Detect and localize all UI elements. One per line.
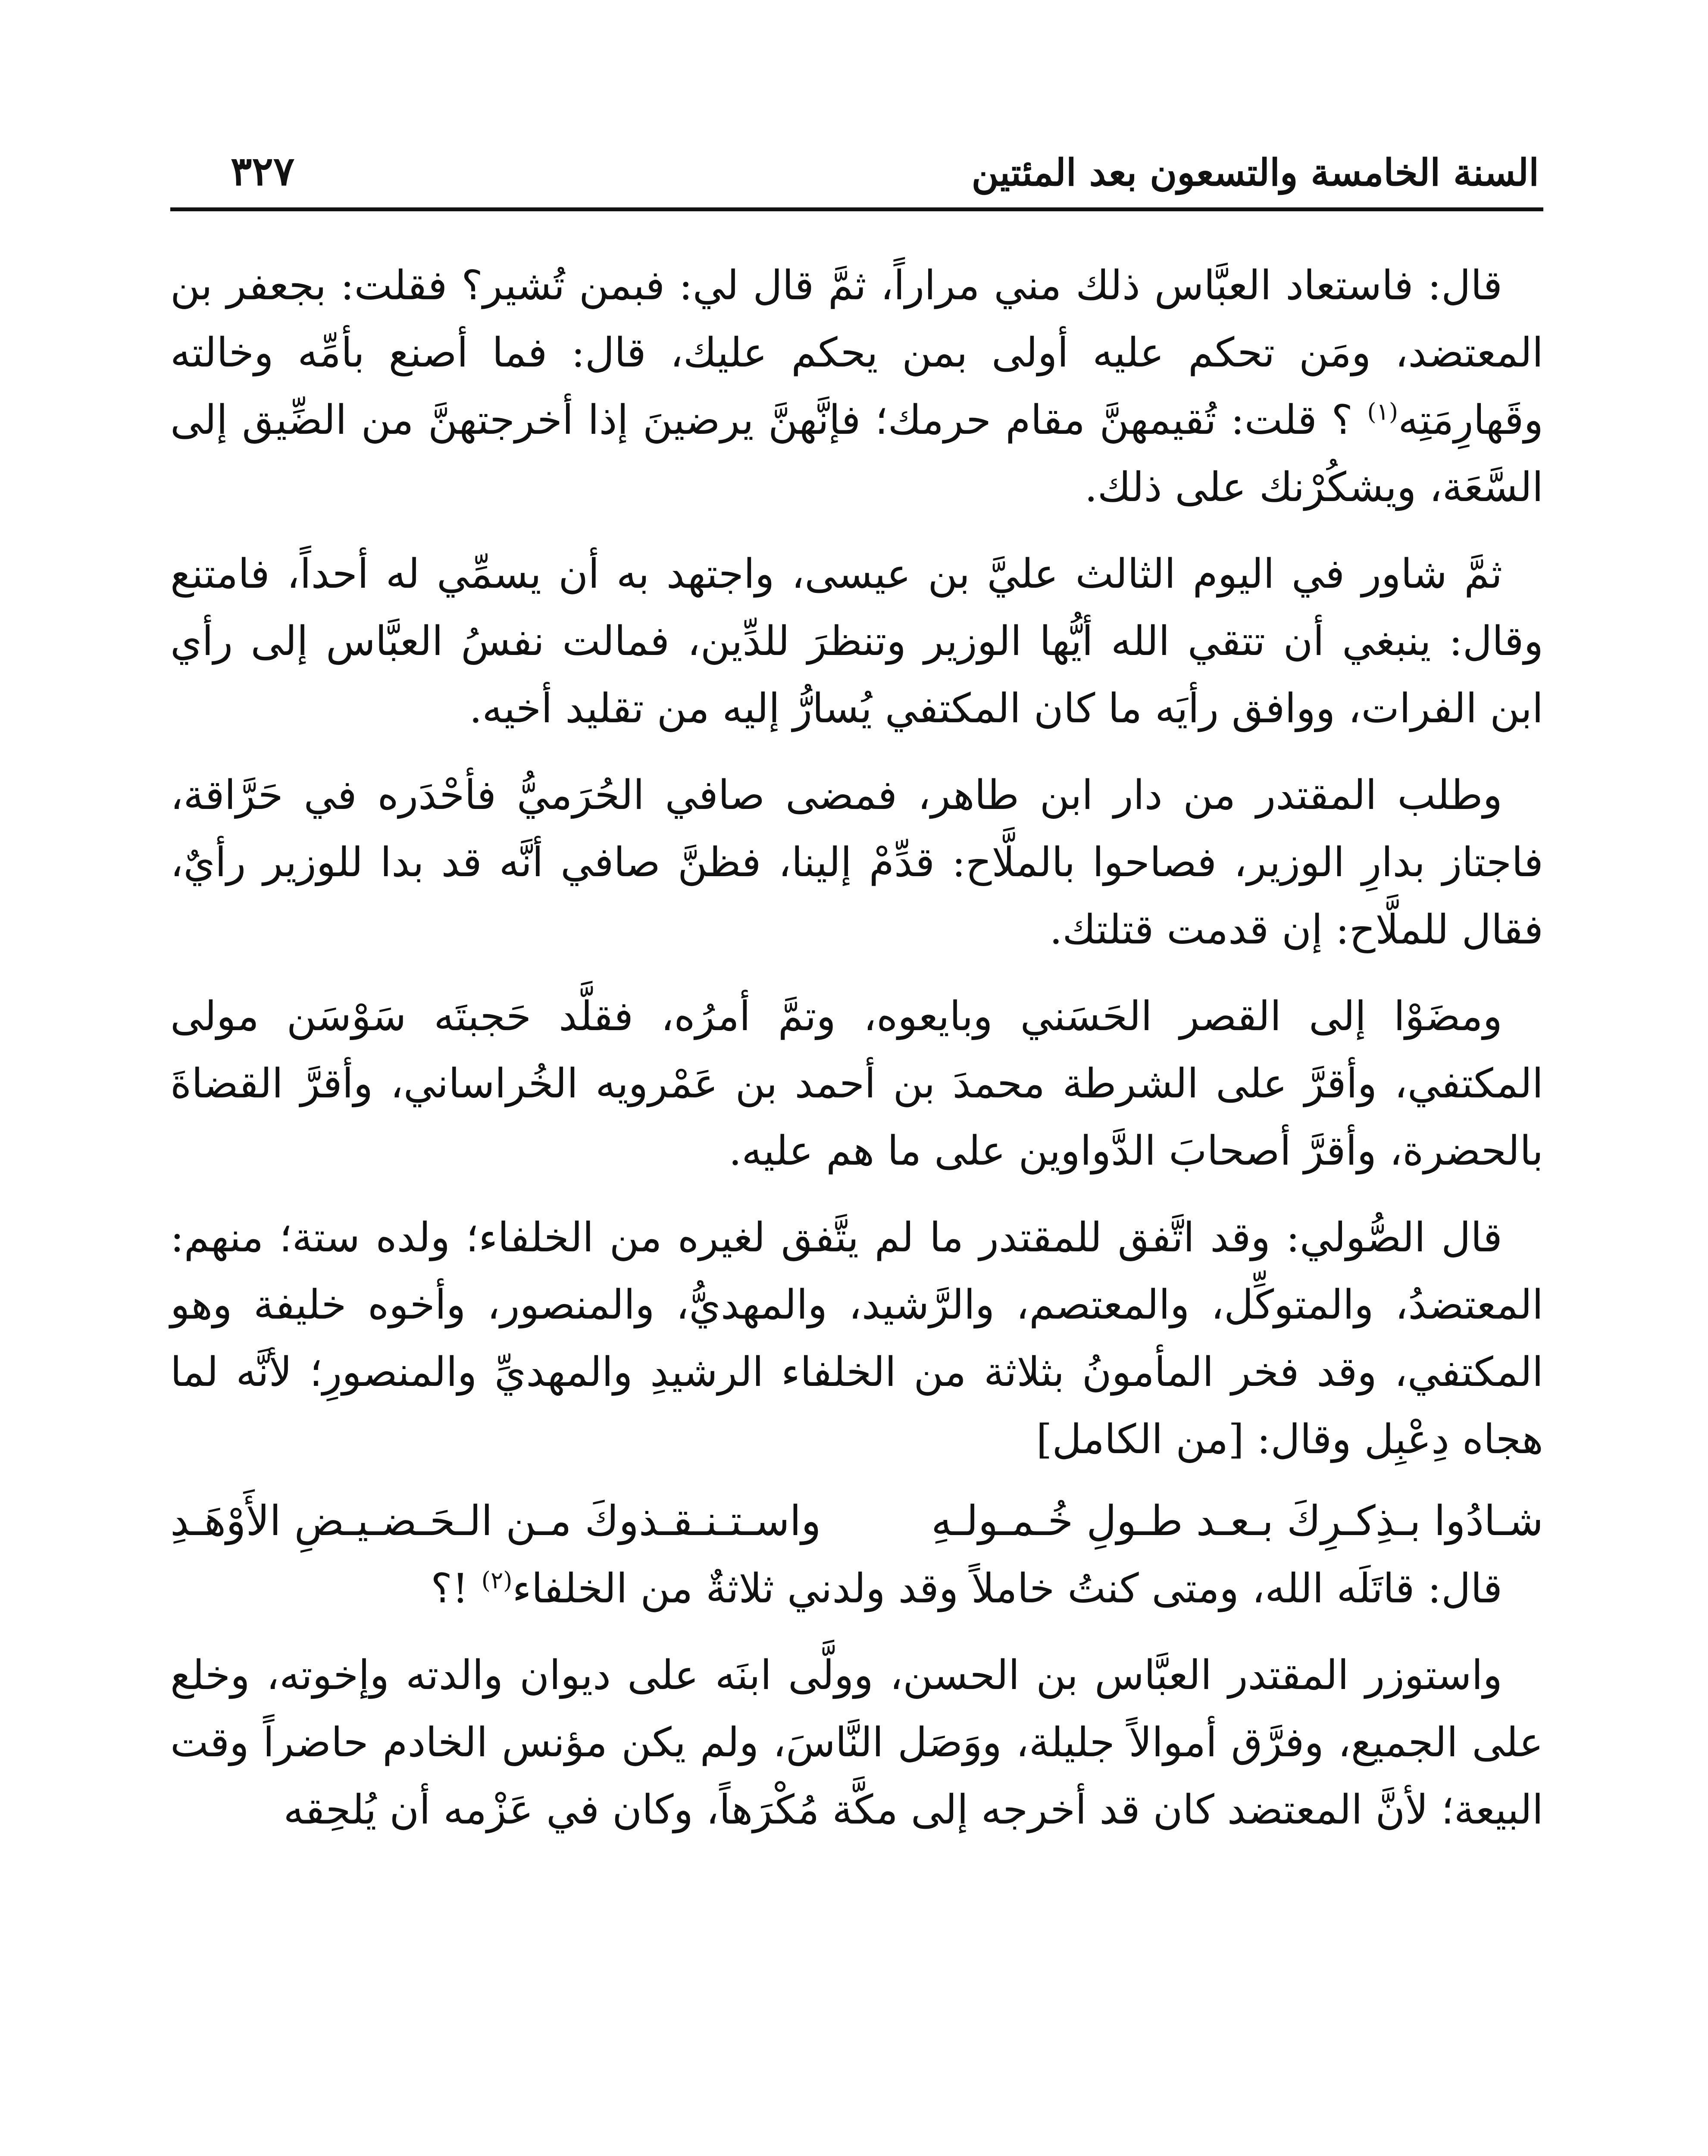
paragraph: قال الصُّولي: وقد اتَّفق للمقتدر ما لم يتَّفق لغيره من الخلفاء؛ ولده ستة؛ منهم: المعتضدُ، والمتوكِّل، والمعتصم، والرَّشيد، والمهديُّ، والمنصور، وأخوه خليفة وهو المكتفي، وقد فخر المأمونُ بثلاثة من الخلفاء الرشيدِ والمهديِّ والمنصورِ؛ لأنَّه لما هجاه دِعْبِل وقال: [من الكامل] <box>170 1214 1543 1463</box>
verse-second-hemistich: واسـتـنـقـذوكَ مـن الـحَـضـيـضِ الأَوْهَـدِ <box>170 1497 821 1545</box>
paragraph <box>170 252 1543 521</box>
footnote-marker: (١) <box>1367 398 1398 426</box>
paragraph: ثمَّ شاور في اليوم الثالث عليَّ بن عيسى، واجتهد به أن يسمِّي له أحداً، فامتنع وقال: ينبغي أن تتقي الله أيُّها الوزير وتنظرَ للدِّين، فمالت نفسُ العبَّاس إلى رأي ابن الفرات، ووافق رأيَه ما كان المكتفي يُسارُّ إليه من تقليد أخيه. <box>170 551 1543 732</box>
paragraph-text-tail: ؟ قلت: تُقيمهنَّ مقام حرمك؛ فإنَّهنَّ يرضينَ إذا أخرجتهنَّ من الضِّيق إلى السَّعَة، ويشكُرْنك على ذلك. <box>170 397 1543 511</box>
page-header <box>170 129 1543 211</box>
paragraph-text-tail: !؟ <box>431 1565 482 1612</box>
paragraph: ومضَوْا إلى القصر الحَسَني وبايعوه، وتمَّ أمرُه، فقلَّد حَجبتَه سَوْسَن مولى المكتفي، وأقرَّ على الشرطة محمدَ بن أحمد بن عَمْرويه الخُراساني، وأقرَّ القضاةَ بالحضرة، وأقرَّ أصحابَ الدَّواوين على ما هم عليه. <box>170 993 1543 1175</box>
page-number: ٣٢٧ <box>231 148 295 194</box>
footnote-marker: (٢) <box>481 1566 513 1594</box>
poetry-verse <box>170 1486 1543 1555</box>
paragraph <box>170 1555 1543 1623</box>
book-page <box>170 129 1543 2156</box>
running-title: السنة الخامسة والتسعون بعد المئتين <box>971 151 1539 194</box>
paragraph: واستوزر المقتدر العبَّاس بن الحسن، وولَّى ابنَه على ديوان والدته وإخوته، وخلع على الجميع، وفرَّق أموالاً جليلة، ووَصَل النَّاسَ، ولم يكن مؤنس الخادم حاضراً وقت البيعة؛ لأنَّ المعتضد كان قد أخرجه إلى مكَّة مُكْرَهاً، وكان في عَزْمه أن يُلحِقه <box>170 1652 1543 1833</box>
paragraph-text: قال: فاستعاد العبَّاس ذلك مني مراراً، ثمَّ قال لي: فبمن تُشير؟ فقلت: بجعفر بن المعتضد، ومَن تحكم عليه أولى بمن يحكم عليك، قال: فما أصنع بأمِّه وخالته وقَهارِمَتِه <box>170 262 1543 444</box>
main-text <box>170 252 1543 1844</box>
paragraph-text: قال: قاتَلَه الله، ومتى كنتُ خاملاً وقد ولدني ثلاثةٌ من الخلفاء <box>512 1565 1502 1612</box>
verse-first-hemistich: شـادُوا بـذِكـرِكَ بـعـد طـولِ خُـمـولـهِ <box>931 1497 1543 1545</box>
paragraph: وطلب المقتدر من دار ابن طاهر، فمضى صافي الحُرَميُّ فأحْدَره في حَرَّاقة، فاجتاز بدارِ الوزير، فصاحوا بالملَّاح: قدِّمْ إلينا، فظنَّ صافي أنَّه قد بدا للوزير رأيٌ، فقال للملَّاح: إن قدمت قتلتك. <box>170 772 1543 953</box>
